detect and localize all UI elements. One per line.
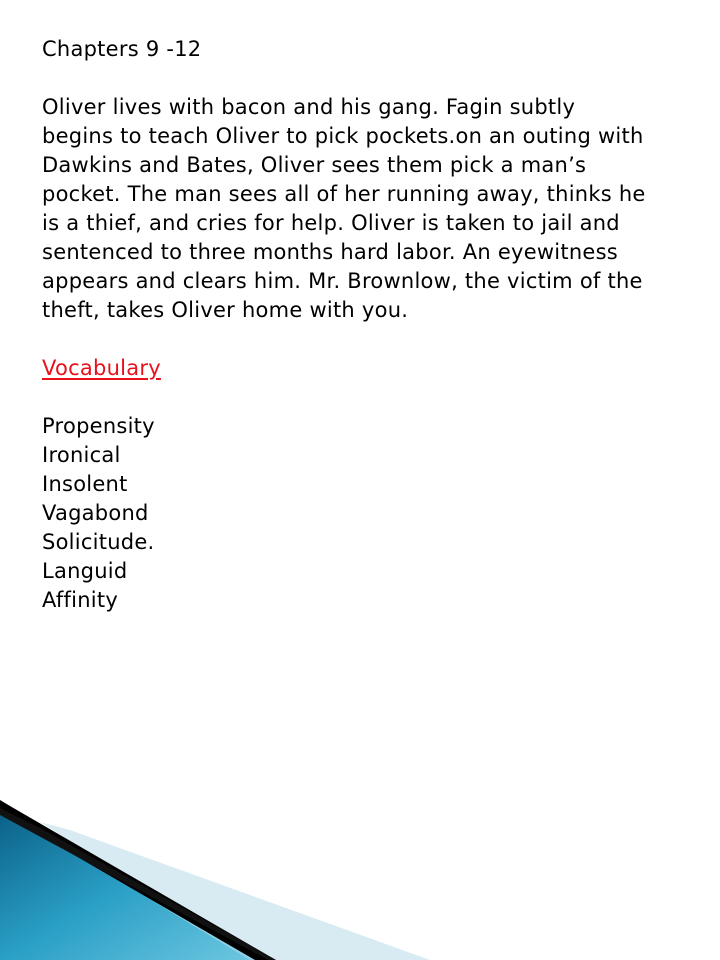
spacer — [42, 325, 708, 354]
summary-line: pocket. The man sees all of her running away, thinks he — [42, 182, 646, 206]
slide-text — [42, 35, 708, 615]
dark-blue-stripe — [0, 808, 250, 960]
spacer — [42, 64, 708, 93]
vocab-word: Propensity — [42, 414, 155, 438]
summary-line: is a thief, and cries for help. Oliver is taken to jail and — [42, 211, 620, 235]
vocab-word: Insolent — [42, 472, 128, 496]
vocab-word: Affinity — [42, 588, 119, 612]
spacer — [42, 383, 708, 412]
summary-line: sentenced to three months hard labor. An eyewitness — [42, 240, 618, 264]
black-stripe — [0, 800, 276, 960]
summary-line: appears and clears him. Mr. Brownlow, the victim of the — [42, 269, 643, 293]
summary-paragraph — [42, 93, 708, 325]
vocab-word: Ironical — [42, 443, 121, 467]
vocab-word: Solicitude. — [42, 530, 155, 554]
vocabulary-list — [42, 412, 708, 615]
summary-line: begins to teach Oliver to pick pockets.on an outing with — [42, 124, 644, 148]
summary-line: Oliver lives with bacon and his gang. Fagin subtly — [42, 95, 576, 119]
vocabulary-heading: Vocabulary — [42, 356, 161, 380]
black-stripe-accent — [0, 808, 276, 960]
pale-blue-stripe — [40, 822, 430, 960]
light-blue-stripe — [0, 815, 270, 960]
summary-line: theft, takes Oliver home with you. — [42, 298, 409, 322]
vocab-word: Languid — [42, 559, 128, 583]
summary-line: Dawkins and Bates, Oliver sees them pick a man’s — [42, 153, 587, 177]
chapter-heading: Chapters 9 -12 — [42, 37, 202, 61]
vocab-word: Vagabond — [42, 501, 149, 525]
